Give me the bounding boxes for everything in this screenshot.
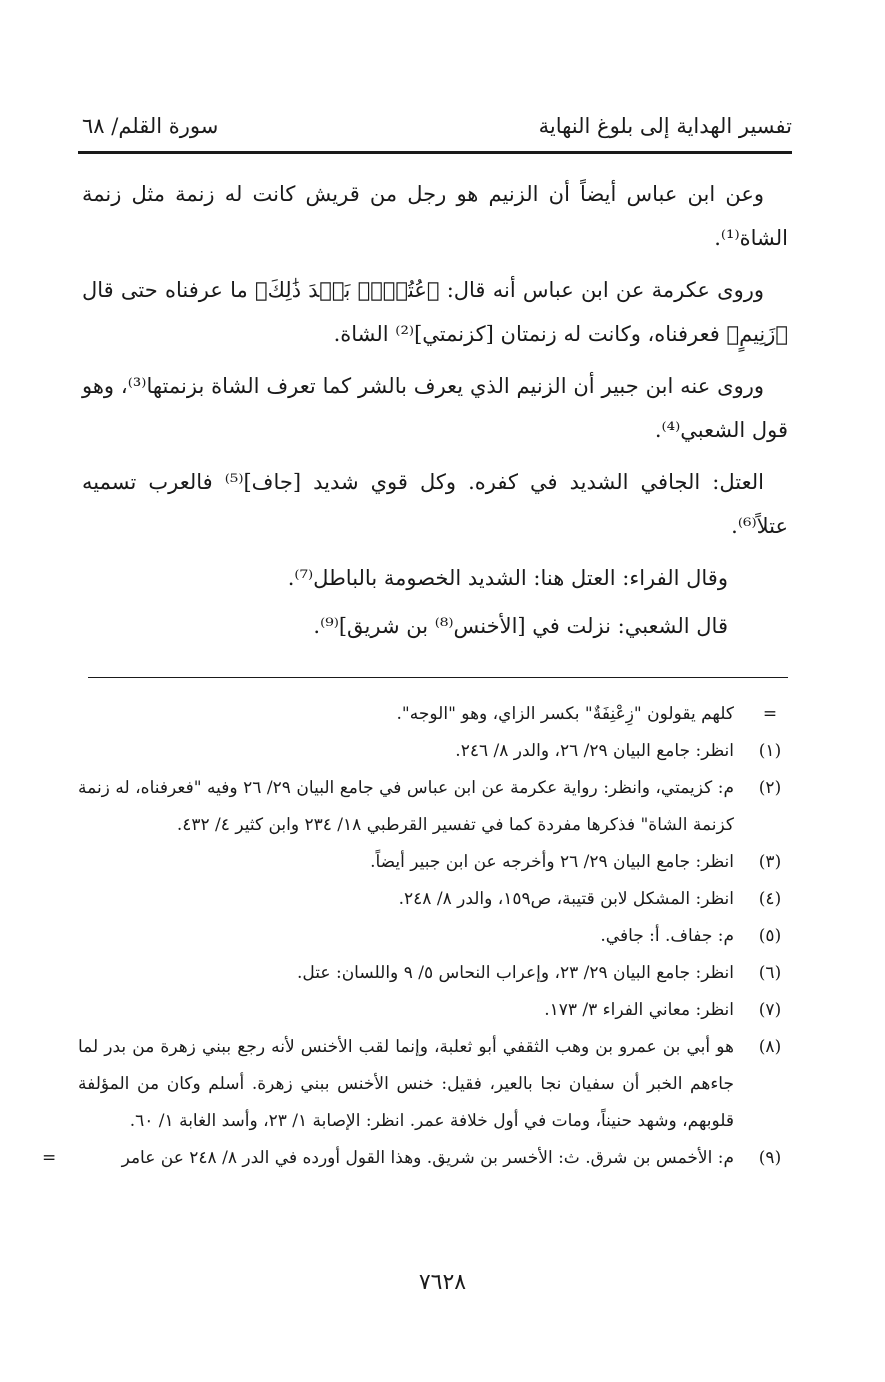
running-header xyxy=(78,110,792,154)
surah-label: سورة القلم/ ٦٨ xyxy=(82,114,219,138)
footnote xyxy=(78,696,790,733)
footnote-rule xyxy=(88,677,788,678)
footnote xyxy=(78,955,790,992)
footnote-text: انظر: جامع البيان ٢٩/ ٢٦، والدر ٨/ ٢٤٦. xyxy=(455,741,734,761)
footnote-text: كلهم يقولون "زِعْنِفَةٌ" بكسر الزاي، وهو "الوجه". xyxy=(396,704,734,724)
footnote-number: (٧) xyxy=(758,1000,782,1020)
footnote-number: (٣) xyxy=(758,852,782,872)
footnote xyxy=(78,733,790,770)
footnotes xyxy=(42,696,790,1177)
footnote xyxy=(78,881,790,918)
footnote-text: انظر: جامع البيان ٢٩/ ٢٣، وإعراب النحاس ٥/ ٩ واللسان: عتل. xyxy=(297,963,734,983)
footnote-text: م: الأخمس بن شرق. ث: الأخسر بن شريق. وهذا القول أورده في الدر ٨/ ٢٤٨ عن عامر xyxy=(121,1148,734,1168)
footnote-text: انظر: المشكل لابن قتيبة، ص١٥٩، والدر ٨/ ٢٤٨. xyxy=(398,889,734,909)
footnote-text: انظر: جامع البيان ٢٩/ ٢٦ وأخرجه عن ابن جبير أيضاً. xyxy=(370,852,734,872)
footnote-number: (٩) xyxy=(758,1148,782,1168)
footnote xyxy=(78,770,790,844)
main-text xyxy=(82,172,788,652)
continuation-mark: = xyxy=(42,1148,57,1168)
header-rule xyxy=(78,151,792,154)
page-number: ٧٦٢٨ xyxy=(418,1270,467,1295)
footnote xyxy=(78,918,790,955)
footnote-number: = xyxy=(762,704,778,724)
footnote-text: انظر: معاني الفراء ٣/ ١٧٣. xyxy=(544,1000,734,1020)
footnote xyxy=(42,1140,790,1177)
footnote-number: (٥) xyxy=(758,926,782,946)
footnote-text: م: كزيمتي، وانظر: رواية عكرمة عن ابن عباس في جامع البيان ٢٩/ ٢٦ وفيه "فعرفناه، له زنمة كزنمة الشاة" فذكرها مفردة كما في تفسير القرطبي ١٨/ ٢٣٤ وابن كثير ٤/ ٤٣٢. xyxy=(78,778,735,835)
footnote-number: (٢) xyxy=(758,778,782,798)
paragraph: وقال الفراء: العتل هنا: الشديد الخصومة بالباطل⁽⁷⁾. xyxy=(287,566,728,590)
paragraph: وروى عكرمة عن ابن عباس أنه قال: ﴿عُتُلِّۢ بَعۡدَ ذَٰلِكَ﴾ ما عرفناه حتى قال ﴿زَنِيمٍ﴾ فعرفناه، وكانت له زنمتان [كزنمتي]⁽²⁾ الشاة. xyxy=(82,278,788,346)
footnote-number: (١) xyxy=(758,741,782,761)
footnote-text: م: جفاف. أ: جافي. xyxy=(600,926,734,946)
footnote xyxy=(78,844,790,881)
footnote-number: (٦) xyxy=(758,963,782,983)
paragraph: العتل: الجافي الشديد في كفره. وكل قوي شديد [جاف]⁽⁵⁾ فالعرب تسميه عتلاً⁽⁶⁾. xyxy=(82,470,788,538)
footnote-number: (٤) xyxy=(758,889,782,909)
paragraph: وعن ابن عباس أيضاً أن الزنيم هو رجل من قريش كانت له زنمة مثل زنمة الشاة⁽¹⁾. xyxy=(82,182,788,250)
paragraph: وروى عنه ابن جبير أن الزنيم الذي يعرف بالشر كما تعرف الشاة بزنمتها⁽³⁾، وهو قول الشعبي⁽⁴⁾. xyxy=(82,374,788,442)
footnote-text: هو أبي بن عمرو بن وهب الثقفي أبو ثعلبة، وإنما لقب الأخنس لأنه رجع ببني زهرة من بدر لما جاءهم الخبر أن سفيان نجا بالعير، فقيل: خنس الأخنس ببني زهرة. أسلم وكان من المؤلفة قلوبهم، وشهد حنيناً، ومات في أول خلافة عمر. انظر: الإصابة ١/ ٢٣، وأسد الغابة ١/ ٦٠. xyxy=(78,1037,734,1131)
footnote xyxy=(78,1029,790,1140)
footnote-number: (٨) xyxy=(758,1037,782,1057)
paragraph: قال الشعبي: نزلت في [الأخنس⁽⁸⁾ بن شريق]⁽⁹⁾. xyxy=(313,614,728,638)
book-title: تفسير الهداية إلى بلوغ النهاية xyxy=(538,114,792,138)
footnote xyxy=(78,992,790,1029)
